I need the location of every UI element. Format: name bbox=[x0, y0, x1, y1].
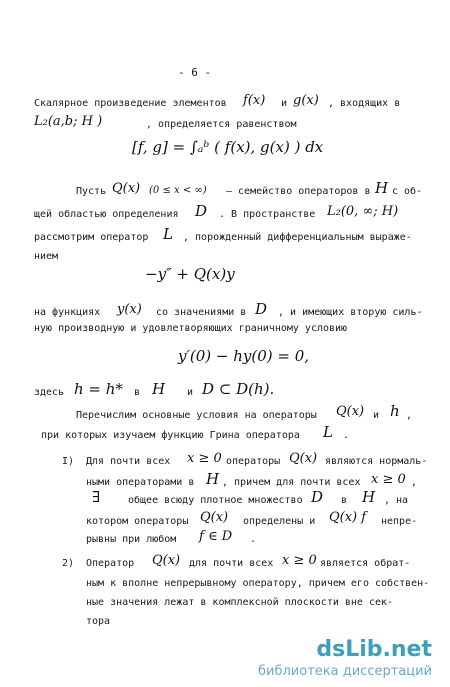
text-line: , причем для почти всех bbox=[222, 477, 361, 488]
formula: Q(x) bbox=[289, 451, 318, 466]
text-line: в bbox=[341, 495, 348, 506]
list-number: I) bbox=[62, 456, 75, 467]
text-line: и bbox=[281, 98, 288, 109]
text-line: здесь bbox=[34, 387, 65, 398]
formula: h bbox=[390, 402, 400, 420]
watermark-logo[interactable]: dsLib.net bbox=[316, 637, 432, 662]
formula: L₂(0, ∞; H) bbox=[327, 204, 399, 219]
formula: Q(x) f bbox=[329, 510, 367, 525]
text-line: , и имеющих вторую силь- bbox=[278, 307, 423, 318]
text-line: ные значения лежат в комплексной плоскости вне сек- bbox=[86, 597, 394, 608]
watermark-subtitle: библиотека диссертаций bbox=[258, 664, 432, 679]
formula: ∃ bbox=[92, 488, 101, 506]
text-line: и bbox=[373, 410, 380, 421]
text-line: щей областью определения bbox=[34, 209, 179, 220]
formula: x ≥ 0 bbox=[282, 553, 317, 568]
text-line: определены и bbox=[243, 516, 316, 527]
equation: y′(0) − hy(0) = 0, bbox=[178, 347, 310, 365]
formula: D bbox=[255, 300, 268, 318]
text-line: , на bbox=[384, 495, 409, 506]
text-line: на функциях bbox=[34, 307, 101, 318]
formula: D bbox=[311, 488, 324, 506]
formula: h = h* bbox=[74, 380, 123, 398]
formula: H bbox=[206, 470, 220, 488]
formula: x ≥ 0 bbox=[371, 472, 406, 487]
formula: Q(x) bbox=[336, 404, 365, 419]
text-line: Перечислим основные условия на операторы bbox=[76, 410, 317, 421]
text-line: рывны при любом bbox=[86, 534, 177, 545]
text-line: . bbox=[343, 430, 350, 441]
text-line: . В пространстве bbox=[219, 209, 316, 220]
page-number: - 6 - bbox=[178, 66, 212, 79]
list-number: 2) bbox=[62, 558, 75, 569]
text-line: Скалярное произведение элементов bbox=[34, 98, 227, 109]
text-line: ными операторами в bbox=[86, 477, 195, 488]
text-line: с об- bbox=[392, 186, 423, 197]
text-line: , входящих в bbox=[328, 98, 401, 109]
text-line: являются нормаль- bbox=[325, 456, 428, 467]
text-line: со значениями в bbox=[156, 307, 247, 318]
formula: y(x) bbox=[117, 302, 142, 317]
formula: D bbox=[195, 202, 208, 220]
text-line: общее всюду плотное множество bbox=[128, 495, 303, 506]
formula: L₂(a,b; H ) bbox=[34, 114, 103, 129]
text-line: Для почти всех bbox=[86, 456, 171, 467]
formula: g(x) bbox=[293, 93, 319, 108]
text-line: – семейство операторов в bbox=[226, 186, 371, 197]
text-line: Оператор bbox=[86, 558, 135, 569]
text-line: и bbox=[187, 387, 194, 398]
text-line: является обрат- bbox=[320, 558, 411, 569]
formula: D ⊂ D(h). bbox=[202, 380, 275, 398]
text-line: ным к вполне непрерывному оператору, причем его собствен- bbox=[86, 578, 430, 589]
formula: H bbox=[152, 380, 166, 398]
text-line: при которых изучаем функцию Грина оператора bbox=[41, 430, 300, 441]
text-line: , порожденный дифференциальным выраже- bbox=[183, 232, 412, 243]
formula: Q(x) bbox=[200, 510, 229, 525]
formula: x ≥ 0 bbox=[187, 451, 222, 466]
text-line: тора bbox=[86, 616, 111, 627]
formula: Q(x) bbox=[152, 553, 181, 568]
equation: −y″ + Q(x)y bbox=[145, 265, 235, 283]
formula: (0 ≤ x < ∞) bbox=[149, 185, 207, 196]
formula: f ∈ D bbox=[199, 529, 233, 544]
formula: H bbox=[362, 488, 376, 506]
text-line: , bbox=[406, 410, 413, 421]
text-line: непре- bbox=[381, 516, 418, 527]
formula: f(x) bbox=[243, 93, 266, 108]
text-line: . bbox=[250, 534, 257, 545]
text-line: рассмотрим оператор bbox=[34, 232, 149, 243]
text-line: ную производную и удовлетворяющих граничному условию bbox=[34, 323, 348, 334]
text-line: Пусть bbox=[76, 186, 107, 197]
formula: Q(x) bbox=[112, 181, 141, 196]
text-line: , bbox=[411, 477, 418, 488]
text-line: котором операторы bbox=[86, 516, 189, 527]
text-line: в bbox=[134, 387, 141, 398]
formula: H bbox=[375, 179, 389, 197]
text-line: для почти всех bbox=[189, 558, 274, 569]
equation: [f, g] = ∫ₐᵇ ( f(x), g(x) ) dx bbox=[132, 138, 324, 156]
text-line: операторы bbox=[226, 456, 281, 467]
formula: L bbox=[163, 225, 173, 243]
text-line: , определяется равенством bbox=[146, 119, 297, 130]
text-line: нием bbox=[34, 251, 59, 262]
formula: L bbox=[323, 423, 333, 441]
